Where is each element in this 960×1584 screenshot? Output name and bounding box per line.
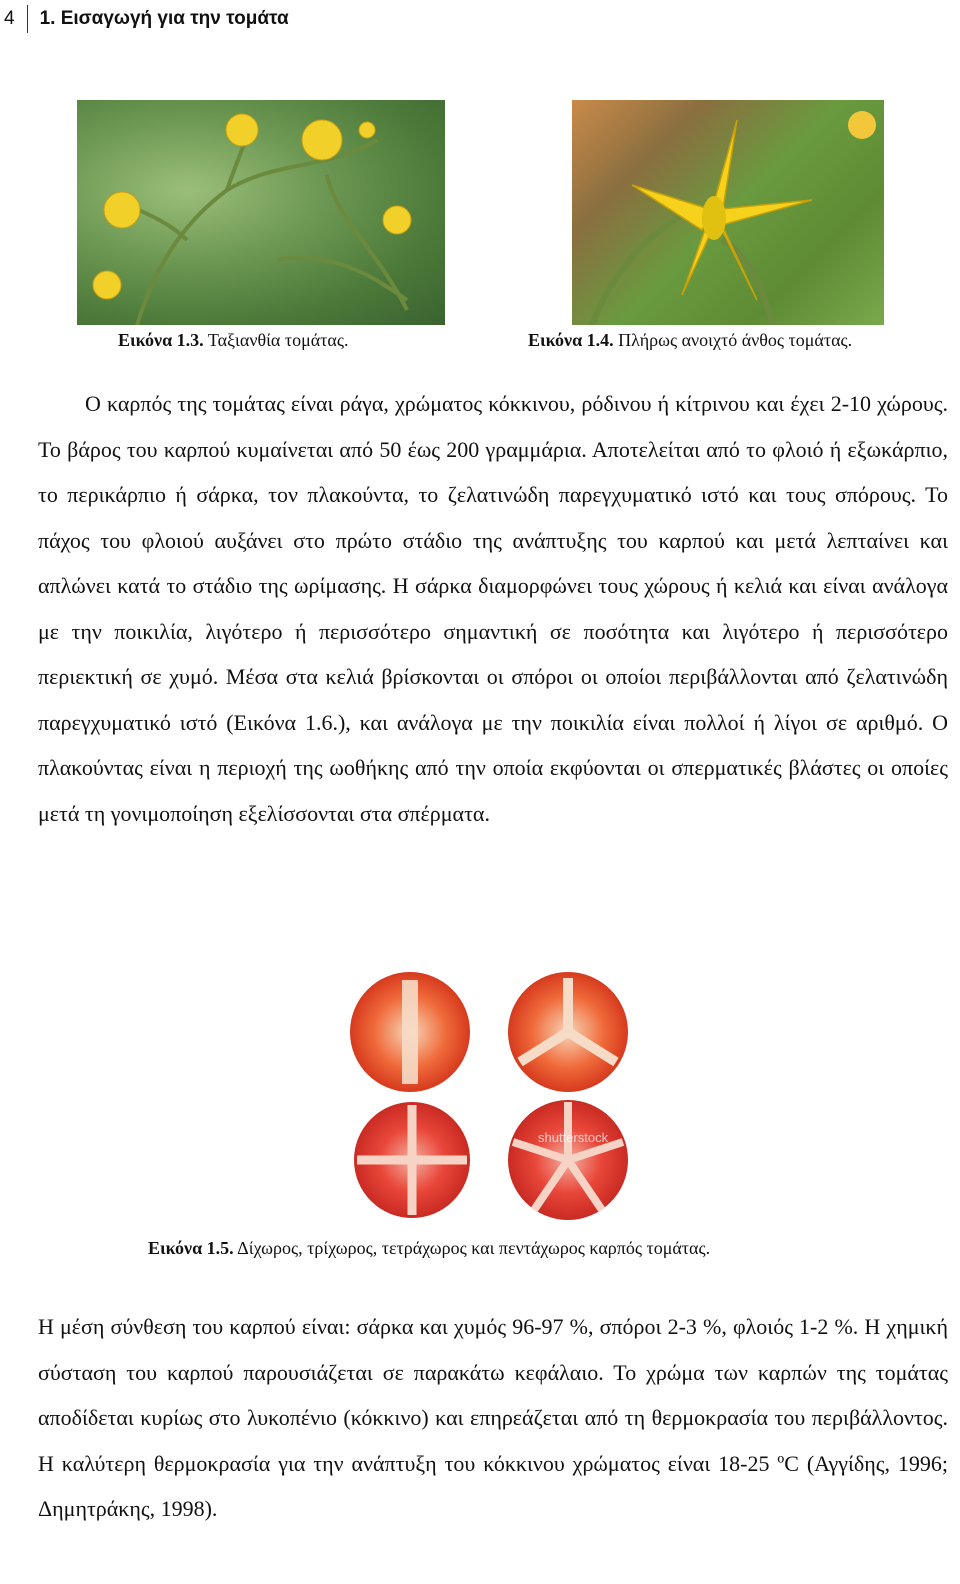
inflorescence-illustration (77, 100, 445, 325)
figure-1-3-photo (77, 100, 445, 325)
flower-illustration (572, 100, 884, 325)
body-paragraph-2 (38, 1304, 948, 1532)
chapter-title: 1. Εισαγωγή για την τομάτα (39, 8, 289, 29)
page-number: 4 (0, 5, 28, 33)
figure-1-5-label: Εικόνα 1.5. (148, 1238, 234, 1258)
figure-1-3-text: Ταξιανθία τομάτας. (207, 330, 349, 350)
figure-1-3-caption (118, 330, 348, 351)
figure-1-3-label: Εικόνα 1.3. (118, 330, 204, 350)
figure-1-4-photo (572, 100, 884, 325)
body-paragraph-2-text: Η μέση σύνθεση του καρπού είναι: σάρκα και χυμός 96-97 %, σπόροι 2-3 %, φλοιός 1-2 %. Η χημική σύσταση του καρπού παρουσιάζεται σε παρακάτω κεφάλαιο. Το χρώμα των καρπών της τομάτας αποδίδεται κυρίως στο λυκοπένιο (κόκκινο) και επηρεάζεται από τη θερμοκρασία του περιβάλλοντος. Η καλύτερη θερμοκρασία για την ανάπτυξη του κόκκινου χρώματος είναι 18-25 ºC (Αγγίδης, 1996; Δημητράκης, 1998). (38, 1314, 948, 1521)
figure-1-5-caption (148, 1238, 710, 1259)
figure-1-4-caption (528, 330, 852, 351)
figure-1-4-text: Πλήρως ανοιχτό άνθος τομάτας. (618, 330, 853, 350)
figure-1-5-photo (340, 970, 640, 1222)
body-paragraph-1-text: Ο καρπός της τομάτας είναι ράγα, χρώματος κόκκινου, ρόδινου ή κίτρινου και έχει 2-10 χώρους. Το βάρος του καρπού κυμαίνεται από 50 έως 200 γραμμάρια. Αποτελείται από το φλοιό ή εξωκάρπιο, το περικάρπιο ή σάρκα, τον πλακούντα, το ζελατινώδη παρεγχυματικό ιστό και τους σπόρους. Το πάχος του φλοιού αυξάνει στο πρώτο στάδιο της ανάπτυξης του καρπού και μετά λεπταίνει και απλώνει κατά το στάδιο της ωρίμασης. Η σάρκα διαμορφώνει τους χώρους ή κελιά και είναι ανάλογα με την ποικιλία, λιγότερο ή περισσότερο σημαντική σε ποσότητα και λιγότερο ή περισσότερο περιεκτική σε χυμό. Μέσα στα κελιά βρίσκονται οι σπόροι οι οποίοι περιβάλλονται από ζελατινώδη παρεγχυματικό ιστό (Εικόνα 1.6.), και ανάλογα με την ποικιλία είναι πολλοί ή λίγοι σε αριθμό. Ο πλακούντας είναι η περιοχή της ωοθήκης από την οποία εκφύονται οι σπερματικές βλάστες οι οποίες μετά τη γονιμοποίηση εξελίσσονται στα σπέρματα. (38, 391, 948, 826)
watermark-text: shutterstock (538, 1130, 609, 1145)
body-paragraph-1 (38, 381, 948, 836)
tomato-sections-illustration (340, 970, 640, 1222)
figure-1-5-text: Δίχωρος, τρίχωρος, τετράχωρος και πεντάχωρος καρπός τομάτας. (237, 1238, 711, 1258)
page-header (0, 4, 289, 34)
figure-1-4-label: Εικόνα 1.4. (528, 330, 614, 350)
